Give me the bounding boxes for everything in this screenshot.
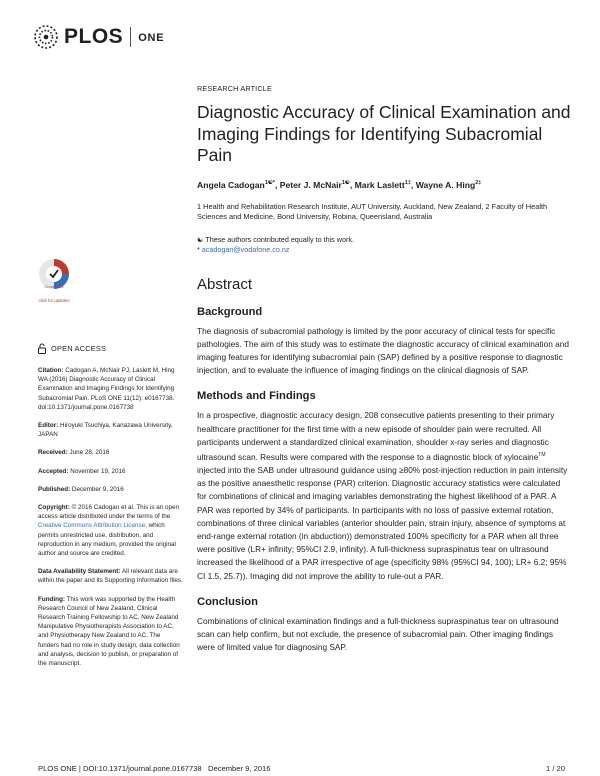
accepted-date: November 19, 2016: [68, 467, 126, 475]
email-marker: *: [197, 244, 202, 254]
footer-citation: PLOS ONE | DOI:10.1371/journal.pone.0167738 December 9, 2016: [38, 764, 271, 773]
author-notes: [197, 235, 572, 255]
funding-block: [38, 595, 183, 669]
abstract-heading: Abstract: [197, 275, 253, 293]
plos-one-logo: [32, 22, 164, 52]
editor-block: [38, 421, 183, 439]
open-access-badge: [38, 343, 183, 354]
published-label: Published:: [38, 485, 71, 493]
conclusion-heading: Conclusion: [197, 595, 258, 608]
logo-divider: [130, 27, 131, 47]
received-date: June 28, 2016: [67, 449, 110, 457]
article-title: Diagnostic Accuracy of Clinical Examination and Imaging Findings for Identifying Subacromial Pain: [197, 102, 571, 165]
author-sup: 1‡: [404, 179, 411, 186]
author-sep: ,: [274, 179, 280, 190]
editor-text: Hiroyuki Tsuchiya, Kanazawa University, JAPAN: [38, 422, 173, 439]
methods-text: [197, 409, 572, 582]
author-name[interactable]: Angela Cadogan: [197, 179, 265, 190]
editor-label: Editor:: [38, 422, 59, 430]
copyright-text-1: © 2016 Cadogan et al. This is an open access article distributed under the terms of the: [38, 504, 180, 521]
author-sup: 1☯: [341, 179, 350, 186]
received-label: Received:: [38, 449, 68, 457]
conclusion-text: Combinations of clinical examination findings and a full-thickness supraspinatus tear on ultrasound scan can help confirm, but not exclude, the presence of subacromial pain. Other imaging findings were of limited value for diagnosing SAP.: [197, 615, 559, 653]
article-sidebar: [38, 343, 183, 677]
funding-label: Funding:: [38, 595, 65, 603]
logo-plos-text: PLOS: [64, 25, 124, 48]
accepted-block: [38, 467, 183, 476]
methods-heading: Methods and Findings: [197, 390, 316, 403]
open-lock-icon: [38, 343, 46, 354]
page-footer: [38, 764, 565, 773]
crossmark-icon: [37, 257, 71, 291]
citation-block: [38, 366, 183, 412]
background-heading: Background: [197, 305, 263, 318]
logo-one-text: ONE: [138, 32, 165, 44]
copyright-label: Copyright:: [38, 504, 70, 512]
data-availability-text: All relevant data are within the paper and its Supporting Information files.: [38, 568, 183, 585]
equal-contribution-note: ☯ These authors contributed equally to this work.: [197, 234, 354, 244]
trademark-sup: TM: [538, 451, 546, 458]
methods-text-part-1: In a prospective, diagnostic accuracy design, 208 consecutive patients presenting to their primary healthcare practitioner for the first time with a new episode of shoulder pain were recruited. All participants underwent a standardized clinical examination, shoulder x-ray series and diagnostic ultrasound scan. Results were compared with the response to a diagnostic block of xylocaine: [197, 410, 555, 462]
author-name[interactable]: Mark Laslett: [354, 179, 405, 190]
copyright-block: [38, 503, 183, 558]
plos-logo-icon: [32, 23, 60, 51]
accepted-label: Accepted:: [38, 467, 69, 475]
author-name[interactable]: Wayne A. Hing: [415, 179, 476, 190]
author-sup: 2‡: [475, 179, 482, 186]
methods-text-part-2: injected into the SAB under ultrasound guidance using ≥80% post-injection reduction in pain intensity as the positive anaesthetic response (PAR) criterion. Diagnostic accuracy statistics were calculated for combinations of clinical and imaging variables demonstrating the highest likelihood of a PAR. A PAR was reported by 34% of participants. In participants with no loss of passive external rotation, combinations of three clinical variables (anterior shoulder pain, strain injury, absence of symptoms at end-range external rotation (in abduction)) demonstrated 100% specificity for a PAR when all three were positive (LR+ infinity; 95%CI 2.9, infinity). A full-thickness supraspinatus tear on ultrasound increased the likelihood of a PAR irrespective of age (specificity 98% (95%CI 94, 100); LR+ 6.2; 95% CI 1.5, 25.7)). Imaging did not improve the ability to rule-out a PAR.: [197, 464, 568, 581]
corresponding-email-line: [197, 245, 572, 255]
copyright-text-2: , which permits unrestricted use, distribution, and reproduction in any medium, provided the original author and source are credited.: [38, 522, 176, 558]
citation-text: Cadogan A, McNair PJ, Laslett M, Hing WA (2016) Diagnostic Accuracy of Clinical Examination and Imaging Findings for Identifying Subacromial Pain. PLoS ONE 11(12): e0167738. doi:10.1371/journal.pone.0167738: [38, 367, 175, 411]
author-sep: ,: [410, 179, 416, 190]
article-main: [197, 84, 572, 654]
citation-label: Citation:: [38, 367, 64, 374]
author-sup: 1☯*: [264, 179, 275, 186]
published-date: December 9, 2016: [70, 485, 124, 493]
received-block: [38, 448, 183, 457]
data-availability-block: [38, 567, 183, 585]
author-name[interactable]: Peter J. McNair: [279, 179, 342, 190]
article-type-label: RESEARCH ARTICLE: [197, 84, 272, 93]
affiliations: 1 Health and Rehabilitation Research Institute, AUT University, Auckland, New Zealand, 2 Faculty of Health Sciences and Medicine, Bond University, Robina, Queensland, Australia: [197, 201, 548, 221]
author-sep: ,: [349, 179, 355, 190]
crossmark-caption: click for updates: [38, 298, 70, 303]
crossmark-label: CrossMark: [44, 284, 64, 289]
data-availability-label: Data Availability Statement:: [38, 568, 121, 576]
crossmark-badge[interactable]: [37, 257, 71, 303]
cc-license-link[interactable]: Creative Commons Attribution License: [38, 522, 146, 530]
corresponding-email-link[interactable]: acadogan@vodafone.co.nz: [201, 244, 290, 254]
open-access-text: OPEN ACCESS: [51, 343, 107, 353]
page-number: 1 / 20: [546, 764, 565, 773]
published-block: [38, 485, 183, 494]
funding-text: This work was supported by the Health Research Council of New Zealand, Clinical Research Training Fellowship to AC, New Zealand Manipulative Physiotherapists Association to AC, and Physiotherapy New Zealand to AC. The funders had no role in study design, data collection and analysis, decision to publish, or preparation of the manuscript.: [38, 595, 180, 668]
background-text: The diagnosis of subacromial pathology is limited by the poor accuracy of clinical tests for specific pathologies. The aim of this study was to estimate the diagnostic accuracy of clinical examination and imaging features for identifying subacromial pain (SAP) defined by a positive response to diagnostic injection, and to evaluate the influence of imaging findings on the clinical diagnosis of SAP.: [197, 325, 570, 376]
author-list: [197, 180, 572, 190]
